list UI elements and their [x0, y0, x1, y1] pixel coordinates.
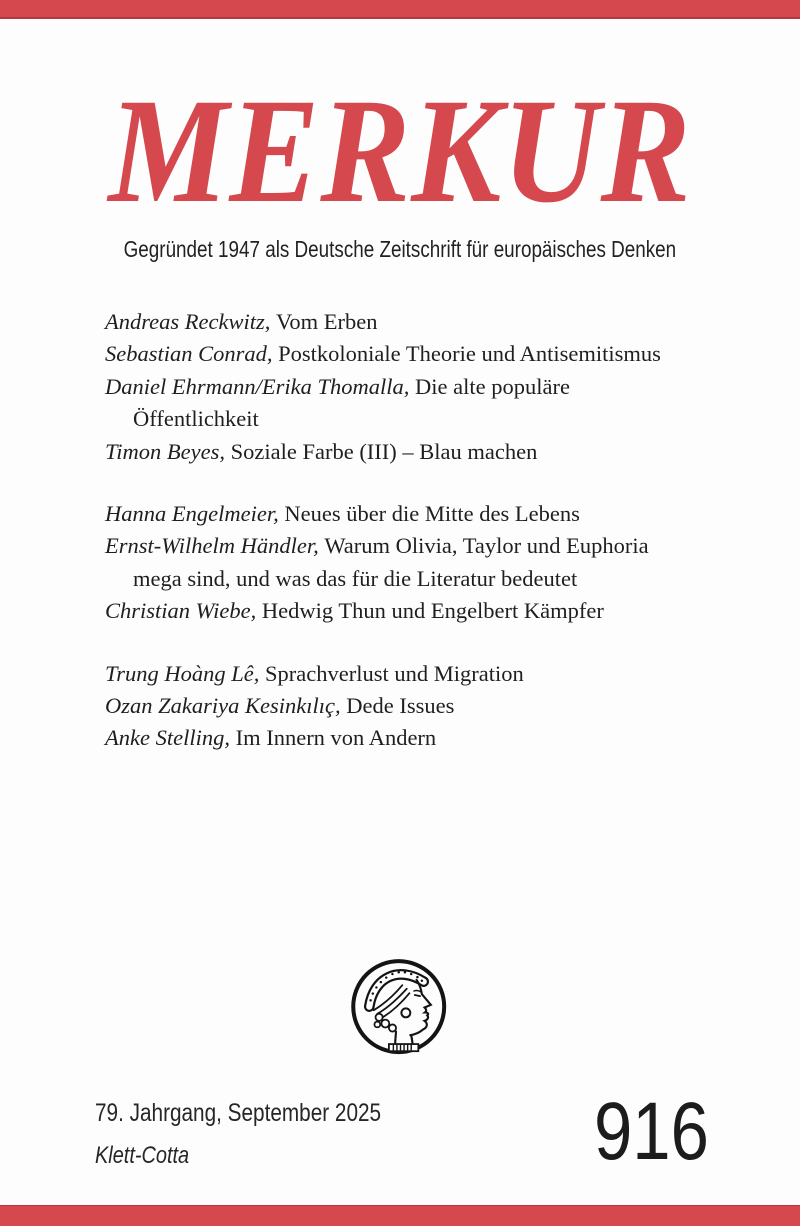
toc-entry	[105, 306, 667, 338]
toc-author: Andreas Reckwitz,	[105, 309, 277, 334]
toc-block	[105, 306, 667, 468]
toc-author: Ernst-Wilhelm Händler,	[105, 533, 325, 559]
toc-author: Trung Hoàng Lê,	[105, 660, 266, 686]
toc-entry	[105, 371, 667, 436]
toc-entry	[105, 498, 667, 530]
toc-author: Christian Wiebe,	[105, 598, 262, 624]
top-red-bar	[0, 0, 800, 19]
toc-entry	[105, 722, 667, 754]
toc-entry	[105, 338, 667, 370]
mercury-head-icon	[347, 954, 454, 1061]
toc-title: Neues über die Mitte des Lebens	[284, 501, 580, 527]
subtitle-row	[0, 235, 800, 263]
toc-entry	[105, 658, 667, 690]
toc-author: Sebastian Conrad,	[105, 341, 279, 367]
edition-line: 79. Jahrgang, September 2025	[95, 1099, 382, 1127]
toc-entry	[105, 436, 667, 468]
toc-entry	[105, 530, 667, 595]
toc-title: Sprachverlust und Migration	[265, 660, 524, 686]
toc-title: Vom Erben	[276, 309, 378, 334]
toc-author: Hanna Engelmeier,	[105, 501, 285, 527]
toc-author: Ozan Zakariya Kesinkılıç,	[105, 693, 347, 719]
toc-title: Postkoloniale Theorie und Antisemitismus	[278, 341, 661, 367]
toc-block	[105, 658, 667, 755]
imprint-block	[95, 1098, 440, 1170]
table-of-contents	[105, 306, 667, 785]
issue-number: 916	[594, 1086, 709, 1177]
toc-title: Hedwig Thun und Engelbert Kämpfer	[261, 598, 604, 624]
toc-title: Die alte populäre Öffentlichkeit	[133, 373, 570, 432]
toc-author: Timon Beyes,	[105, 438, 231, 464]
toc-entry	[105, 690, 667, 722]
toc-author: Anke Stelling,	[105, 725, 236, 751]
bottom-red-bar	[0, 1205, 800, 1226]
toc-title: Im Innern von Andern	[235, 725, 437, 751]
magazine-subtitle: Gegründet 1947 als Deutsche Zeitschrift für europäisches Denken	[123, 236, 677, 262]
toc-entry	[105, 595, 667, 627]
toc-block	[105, 498, 667, 628]
toc-author: Daniel Ehrmann/Erika Thomalla,	[105, 373, 415, 399]
toc-title: Warum Olivia, Taylor und Euphoria mega sind, und was das für die Literatur bedeutet	[133, 533, 649, 591]
toc-title: Dede Issues	[346, 693, 455, 719]
publisher-name: Klett-Cotta	[95, 1142, 190, 1169]
toc-title: Soziale Farbe (III) – Blau machen	[230, 438, 538, 464]
magazine-title: MERKUR	[108, 68, 692, 234]
